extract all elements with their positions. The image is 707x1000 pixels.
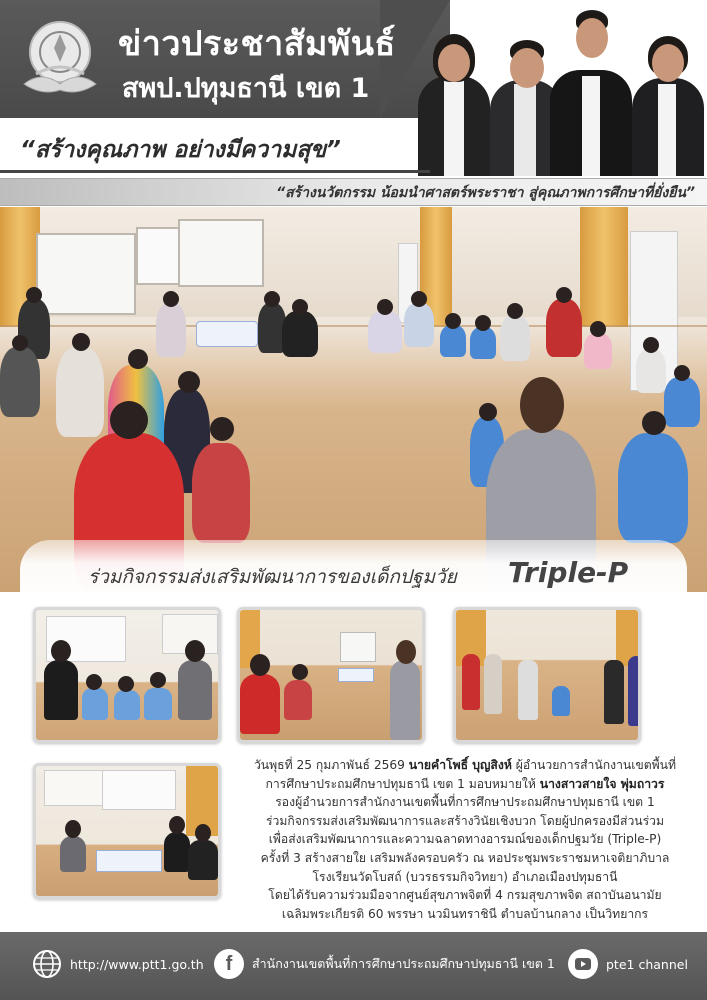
news-article	[234, 756, 696, 923]
obec-emblem-icon	[14, 12, 106, 104]
article-line-2: การศึกษาประถมศึกษาปทุมธานี เขต 1 มอบหมายให้ นางสาวสายใจ พุ่มถาวร	[265, 776, 665, 791]
article-line-1: วันพุธที่ 25 กุมภาพันธ์ 2569 นายคำโพธิ์ บุญสิงห์ ผู้อำนวยการสำนักงานเขตพื้นที่	[253, 758, 677, 772]
photo-caption: ร่วมกิจกรรมส่งเสริมพัฒนาการของเด็กปฐมวัย	[88, 566, 457, 588]
facebook-icon: f	[214, 949, 244, 979]
footer-website[interactable]	[32, 949, 204, 979]
footer	[0, 932, 707, 1000]
executives-photo	[412, 30, 707, 176]
thumbnail-photo-3	[453, 607, 641, 743]
director-name: นายคำโพธิ์ บุญสิงห์	[408, 758, 512, 772]
thumbnail-photo-1	[33, 607, 221, 743]
youtube-channel-name[interactable]: pte1 channel	[606, 956, 688, 972]
article-line-8: โดยได้รับความร่วมมือจากศูนย์สุขภาพจิตที่ 4 กรมสุขภาพจิต สถาบันอนามัย	[268, 888, 662, 903]
slogan: “สร้างคุณภาพ อย่างมีความสุข”	[20, 137, 341, 163]
slogan-underline	[0, 170, 430, 173]
article-line-5: เพื่อส่งเสริมพัฒนาการและความฉลาดทางอารมณ์ของเด็กปฐมวัย (Triple-P)	[268, 832, 662, 847]
deputy-name: นางสาวสายใจ พุ่มถาวร	[539, 776, 665, 791]
thumbnail-photo-4	[33, 763, 221, 899]
article-line-7: โรงเรียนวัดโบสถ์ (บวรธรรมกิจวิทยา) อำเภอเมืองปทุมธานี	[312, 869, 618, 884]
article-line-4: ร่วมกิจกรรมส่งเสริมพัฒนาการและสร้างวินัยเชิงบวก โดยผู้ปกครองมีส่วนร่วม	[265, 813, 665, 828]
website-url[interactable]: http://www.ptt1.go.th	[70, 956, 204, 972]
article-line-9: เฉลิมพระเกียรติ 60 พรรษา นวมินทราชินี ตำบลบ้านกลาง เป็นวิทยากร	[281, 906, 649, 921]
article-line-6: ครั้งที่ 3 สร้างสายใย เสริมพลังครอบครัว ณ หอประชุมพระราชมหาเจติยาภิบาล	[260, 850, 670, 865]
footer-facebook[interactable]	[214, 949, 555, 979]
facebook-page-name[interactable]: สำนักงานเขตพื้นที่การศึกษาประถมศึกษาปทุมธานี เขต 1	[252, 956, 555, 971]
motto-banner	[0, 178, 707, 206]
globe-icon	[32, 949, 62, 979]
youtube-icon	[568, 949, 598, 979]
motto-text: “สร้างนวัตกรรม น้อมนำศาสตร์พระราชา สู่คุณภาพการศึกษาที่ยั่งยืน”	[276, 185, 695, 201]
page-title: ข่าวประชาสัมพันธ์	[118, 24, 396, 64]
article-line-3: รองผู้อำนวยการสำนักงานเขตพื้นที่การศึกษาประถมศึกษาปทุมธานี เขต 1	[275, 795, 655, 810]
footer-youtube[interactable]	[568, 949, 688, 979]
thumbnail-photo-2	[237, 607, 425, 743]
program-brand: Triple-P	[508, 556, 629, 589]
page-subtitle: สพป.ปทุมธานี เขต 1	[122, 73, 370, 104]
main-activity-photo	[0, 207, 707, 592]
